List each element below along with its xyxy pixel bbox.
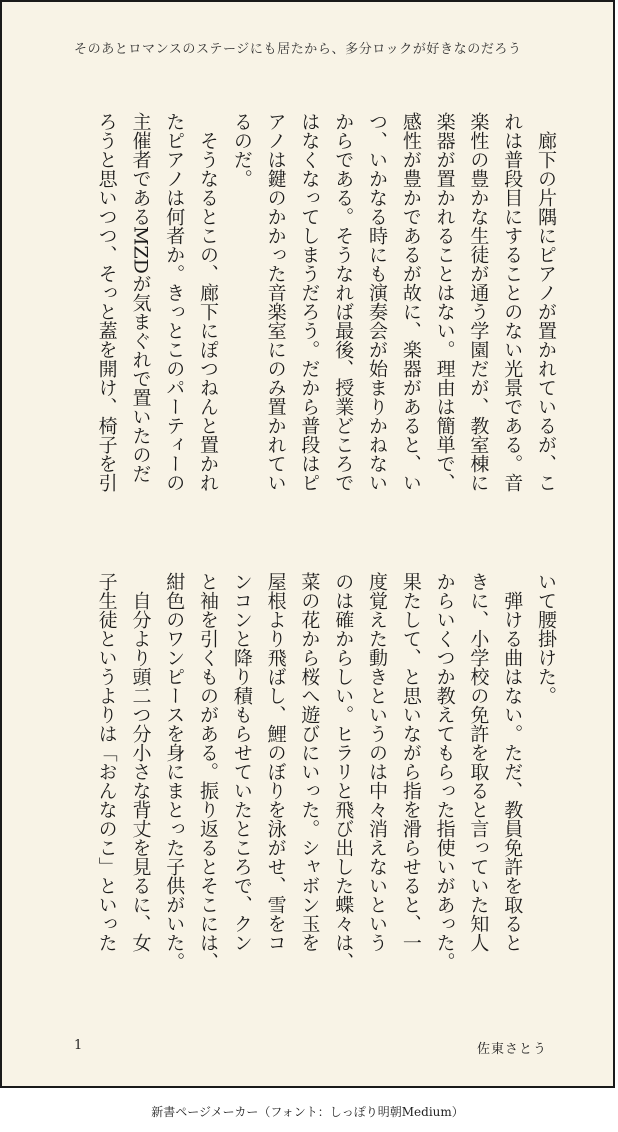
text-line: そうなるとこの、廊下にぽつねんと置かれ — [197, 112, 220, 492]
text-line: からである。そうなれば最後、授業どころで — [332, 112, 355, 492]
text-line: と袖を引くものがある。振り返るとそこには、 — [197, 572, 220, 971]
text-line: 菜の花から桜へ遊びにいった。シャボン玉を — [298, 572, 321, 952]
footer-credit: 新書ページメーカー（フォント：しっぽり明朝Medium） — [151, 1105, 464, 1119]
page-number: 1 — [74, 1038, 83, 1053]
text-line: 度覚えた動きというのは中々消えないという — [366, 572, 389, 952]
text-line: 感性が豊かであるが故に、楽器があると、い — [399, 112, 422, 492]
text-line: たピアノは何者か。きっとこのパーティーの — [163, 112, 186, 492]
text-line: 主催者であるMZDが気まぐれで置いたのだ — [129, 112, 152, 483]
text-line: 楽器が置かれることはない。理由は簡単で、 — [433, 112, 456, 492]
text-line: れは普段目にすることのない光景である。音 — [501, 112, 524, 492]
text-block-top — [62, 112, 562, 518]
text-line: いて腰掛けた。 — [535, 572, 557, 705]
text-line: つ、いかなる時にも演奏会が始まりかねない — [366, 112, 389, 492]
text-line: 紺色のワンピースを身にまとった子供がいた。 — [163, 572, 186, 971]
text-line: アノは鍵のかかった音楽室にのみ置かれてい — [264, 112, 287, 492]
text-line: 果たして、と思いながら指を滑らせると、一 — [399, 572, 422, 952]
text-line: のは確からしい。ヒラリと飛び出した蝶々は、 — [332, 572, 355, 971]
text-line: るのだ。 — [230, 112, 253, 188]
text-line: 屋根より飛ばし、鯉のぼりを泳がせ、雪をコ — [264, 572, 287, 952]
text-line: きに、小学校の免許を取ると言っていた知人 — [467, 572, 490, 952]
text-line: からいくつか教えてもらった指使いがあった。 — [433, 572, 456, 971]
text-line: 自分より頭二つ分小さな背丈を見るに、女 — [129, 572, 152, 952]
author-name: 佐東さとう — [476, 1042, 547, 1057]
text-line: 子生徒というよりは「おんなのこ」といった — [95, 572, 118, 952]
text-line: 弾ける曲はない。ただ、教員免許を取ると — [501, 572, 524, 952]
text-line: ンコンと降り積もらせていたところで、クン — [230, 572, 253, 952]
text-block-bottom — [62, 572, 562, 978]
text-line: 楽性の豊かな生徒が通う学園だが、教室棟に — [467, 112, 490, 492]
text-line: 廊下の片隅にピアノが置かれているが、こ — [535, 112, 557, 492]
text-line: はなくなってしまうだろう。だから普段はピ — [298, 112, 321, 492]
text-line: ろうと思いつつ、そっと蓋を開け、椅子を引 — [95, 112, 118, 492]
running-header: そのあとロマンスのステージにも居たから、多分ロックが好きなのだろう — [74, 42, 522, 57]
